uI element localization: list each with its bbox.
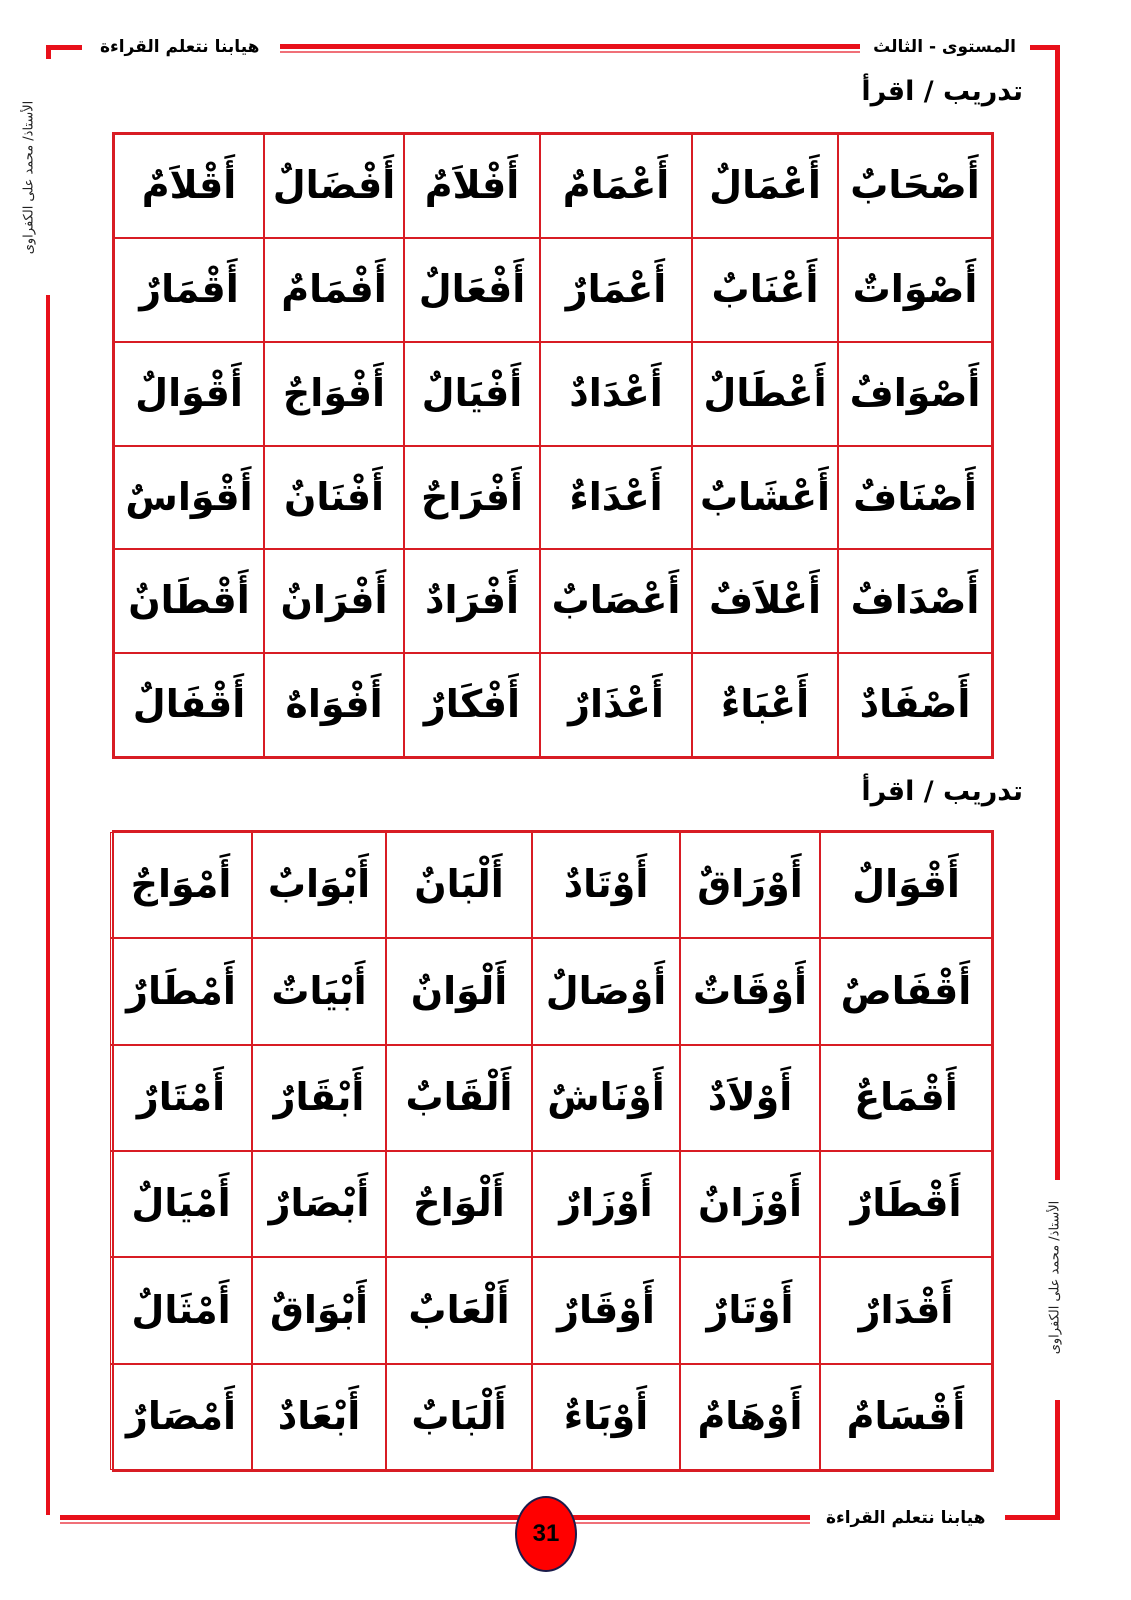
word-cell: أَبْعَادٌ: [252, 1364, 386, 1470]
word-cell: أَعْلاَفٌ: [692, 549, 838, 653]
word-cell: أَلْبَانٌ: [386, 832, 532, 938]
word-cell: أَعْمَارٌ: [540, 238, 692, 342]
word-cell: أَقْوَالٌ: [114, 342, 264, 446]
word-cell: أَقْلاَمٌ: [114, 134, 264, 238]
word-cell: أَوْزَانٌ: [680, 1151, 820, 1257]
word-cell: أَوْقَارٌ: [532, 1257, 680, 1363]
word-cell: أَعْشَابٌ: [692, 446, 838, 550]
word-cell: أَفْوَاجٌ: [264, 342, 404, 446]
word-cell: أَبْوَابٌ: [252, 832, 386, 938]
exercise-1-title: تدريب / اقرأ: [861, 76, 1023, 107]
word-cell: أَلْبَابٌ: [386, 1364, 532, 1470]
word-cell: أَلْوَانٌ: [386, 938, 532, 1044]
word-cell: أَقْوَالٌ: [820, 832, 992, 938]
level-label: المستوى - الثالث: [873, 37, 1016, 57]
word-cell: أَمْيَالٌ: [110, 1151, 252, 1257]
word-cell: أَعْذَارٌ: [540, 653, 692, 757]
word-cell: أَفْرَانٌ: [264, 549, 404, 653]
word-cell: أَمْثَالٌ: [110, 1257, 252, 1363]
word-cell: أَعْدَادٌ: [540, 342, 692, 446]
word-cell: أَصْوَافٌ: [838, 342, 992, 446]
word-cell: أَبْقَارٌ: [252, 1045, 386, 1151]
top-rule-thin: [280, 51, 860, 53]
right-rule-bottom: [1055, 1400, 1060, 1518]
bottom-rule-thin: [60, 1522, 810, 1524]
word-cell: أَفْرَادٌ: [404, 549, 540, 653]
footer-series-title: هيابنا نتعلم القراءة: [826, 1508, 986, 1528]
word-cell: أَعْبَاءٌ: [692, 653, 838, 757]
word-cell: أَوْقَاتٌ: [680, 938, 820, 1044]
author-credit-right: الأستاذ/ محمد على الكفراوى: [1047, 1200, 1063, 1355]
word-cell: أَقْمَارٌ: [114, 238, 264, 342]
word-cell: أَلْوَاحٌ: [386, 1151, 532, 1257]
word-cell: أَوْصَالٌ: [532, 938, 680, 1044]
word-cell: أَقْفَالٌ: [114, 653, 264, 757]
bottom-rule: [60, 1515, 810, 1520]
word-cell: أَمْطَارٌ: [110, 938, 252, 1044]
top-rule: [280, 44, 860, 49]
word-cell: أَبْصَارٌ: [252, 1151, 386, 1257]
exercise-1-grid: [112, 132, 994, 759]
word-cell: أَصْنَافٌ: [838, 446, 992, 550]
word-cell: أَعْطَالٌ: [692, 342, 838, 446]
word-cell: أَقْطَارٌ: [820, 1151, 992, 1257]
word-cell: أَفْضَالٌ: [264, 134, 404, 238]
word-cell: أَعْمَامٌ: [540, 134, 692, 238]
word-cell: أَبْوَاقٌ: [252, 1257, 386, 1363]
left-rule: [46, 295, 50, 1515]
word-cell: أَفْرَاحٌ: [404, 446, 540, 550]
word-cell: أَلْعَابٌ: [386, 1257, 532, 1363]
word-cell: أَفْلاَمٌ: [404, 134, 540, 238]
word-cell: أَفْعَالٌ: [404, 238, 540, 342]
word-cell: أَلْقَابٌ: [386, 1045, 532, 1151]
word-cell: أَصْوَاتٌ: [838, 238, 992, 342]
word-cell: أَوْزَارٌ: [532, 1151, 680, 1257]
word-cell: أَوْتَادٌ: [532, 832, 680, 938]
corner-top-left-drop: [46, 45, 51, 59]
word-cell: أَمْوَاجٌ: [110, 832, 252, 938]
word-cell: أَقْفَاصٌ: [820, 938, 992, 1044]
word-cell: أَمْتَارٌ: [110, 1045, 252, 1151]
word-cell: أَقْوَاسٌ: [114, 446, 264, 550]
word-cell: أَفْيَالٌ: [404, 342, 540, 446]
word-cell: أَفْنَانٌ: [264, 446, 404, 550]
word-cell: أَقْطَانٌ: [114, 549, 264, 653]
word-cell: أَوْرَاقٌ: [680, 832, 820, 938]
word-cell: أَبْيَاتٌ: [252, 938, 386, 1044]
word-cell: أَوْبَاءٌ: [532, 1364, 680, 1470]
word-cell: أَوْنَاشٌ: [532, 1045, 680, 1151]
page-number-badge: 31: [515, 1496, 577, 1572]
word-cell: أَصْدَافٌ: [838, 549, 992, 653]
word-cell: أَعْنَابٌ: [692, 238, 838, 342]
word-cell: أَعْصَابٌ: [540, 549, 692, 653]
exercise-2-title: تدريب / اقرأ: [861, 776, 1023, 807]
word-cell: أَصْفَادٌ: [838, 653, 992, 757]
word-cell: أَقْدَارٌ: [820, 1257, 992, 1363]
word-cell: أَصْحَابٌ: [838, 134, 992, 238]
word-cell: أَفْمَامٌ: [264, 238, 404, 342]
corner-top-left: [46, 45, 82, 50]
author-credit-left: الأستاذ/ محمد على الكفراوى: [21, 100, 37, 255]
word-cell: أَمْصَارٌ: [110, 1364, 252, 1470]
word-cell: أَفْوَاهٌ: [264, 653, 404, 757]
series-title: هيابنا نتعلم القراءة: [100, 37, 260, 57]
word-cell: أَقْمَاعٌ: [820, 1045, 992, 1151]
word-cell: أَفْكَارٌ: [404, 653, 540, 757]
word-cell: أَعْدَاءٌ: [540, 446, 692, 550]
right-rule-top: [1055, 50, 1060, 1180]
exercise-2-grid: [112, 830, 994, 1472]
word-cell: أَوْتَارٌ: [680, 1257, 820, 1363]
word-cell: أَوْلاَدٌ: [680, 1045, 820, 1151]
word-cell: أَوْهَامٌ: [680, 1364, 820, 1470]
word-cell: أَقْسَامٌ: [820, 1364, 992, 1470]
bottom-right-rule: [1005, 1515, 1060, 1520]
word-cell: أَعْمَالٌ: [692, 134, 838, 238]
